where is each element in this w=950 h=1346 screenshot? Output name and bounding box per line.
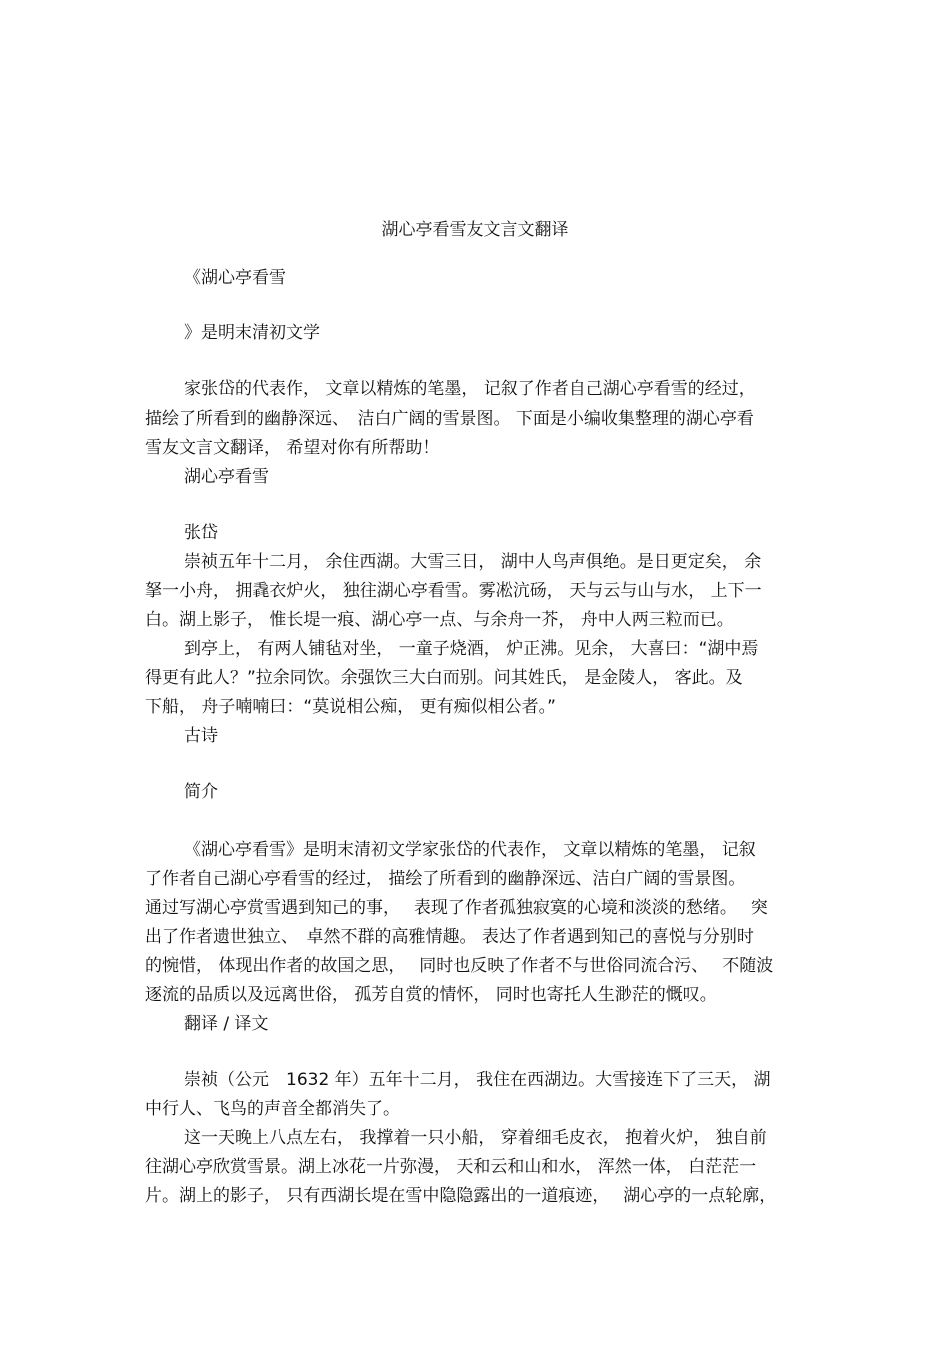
- text-line-23: 崇祯（公元 1632 年）五年十二月， 我住在西湖边。大雪接连下了三天， 湖: [184, 1070, 771, 1090]
- text-line-16: 《湖心亭看雪》是明末清初文学家张岱的代表作， 文章以精炼的笔墨， 记叙: [184, 840, 756, 860]
- text-line-02: 》是明末清初文学: [184, 323, 320, 343]
- text-line-17: 了作者自己湖心亭看雪的经过， 描绘了所看到的幽静深远、洁白广阔的雪景图。: [145, 869, 746, 889]
- section-heading-ancient-poem: 古诗: [184, 726, 218, 746]
- text-line-25: 这一天晚上八点左右， 我撑着一只小船， 穿着细毛皮衣， 抱着火炉， 独自前: [184, 1128, 767, 1148]
- text-line-13: 下船， 舟子喃喃曰：“莫说相公痴， 更有痴似相公者。”: [145, 697, 556, 717]
- text-line-03: 家张岱的代表作， 文章以精炼的笔墨， 记叙了作者自己湖心亭看雪的经过，: [184, 379, 756, 399]
- text-line-01: 《湖心亭看雪: [184, 268, 286, 288]
- text-line-12: 得更有此人？”拉余同饮。余强饮三大白而别。问其姓氏， 是金陵人， 客此。及: [145, 668, 743, 688]
- text-line-20: 的惋惜， 体现出作者的故国之思， 同时也反映了作者不与世俗同流合污、 不随波: [145, 956, 774, 976]
- text-line-11: 到亭上， 有两人铺毡对坐， 一童子烧酒， 炉正沸。见余， 大喜曰：“湖中焉: [184, 639, 759, 659]
- text-line-10: 白。湖上影子， 惟长堤一痕、湖心亭一点、与余舟一芥， 舟中人两三粒而已。: [145, 610, 734, 630]
- text-line-27: 片。湖上的影子， 只有西湖长堤在雪中隐隐露出的一道痕迹， 湖心亭的一点轮廓，: [145, 1186, 777, 1206]
- text-line-09: 拏一小舟， 拥毳衣炉火， 独往湖心亭看雪。雾凇沆砀， 天与云与山与水， 上下一: [145, 581, 762, 601]
- section-heading-translation: 翻译 / 译文: [184, 1014, 269, 1034]
- text-line-19: 出了作者遗世独立、 卓然不群的高雅情趣。 表达了作者遇到知己的喜悦与分别时: [145, 927, 754, 947]
- author-name: 张岱: [184, 523, 218, 543]
- text-line-18: 通过写湖心亭赏雪遇到知己的事， 表现了作者孤独寂寞的心境和淡淡的愁绪。 突: [145, 898, 768, 918]
- text-line-26: 往湖心亭欣赏雪景。湖上冰花一片弥漫， 天和云和山和水， 浑然一体， 白茫茫一: [145, 1157, 757, 1177]
- text-line-24: 中行人、飞鸟的声音全都消失了。: [145, 1099, 400, 1119]
- text-line-05: 雪友文言文翻译， 希望对你有所帮助！: [145, 438, 440, 458]
- text-line-08: 崇祯五年十二月， 余住西湖。大雪三日， 湖中人鸟声俱绝。是日更定矣， 余: [184, 552, 762, 572]
- document-title: 湖心亭看雪友文言文翻译: [381, 220, 569, 240]
- text-line-04: 描绘了所看到的幽静深远、 洁白广阔的雪景图。 下面是小编收集整理的湖心亭看: [145, 409, 754, 429]
- section-heading-poem: 湖心亭看雪: [184, 467, 269, 487]
- section-heading-intro: 简介: [184, 782, 218, 802]
- text-line-21: 逐流的品质以及远离世俗， 孤芳自赏的情怀， 同时也寄托人生渺茫的慨叹。: [145, 985, 717, 1005]
